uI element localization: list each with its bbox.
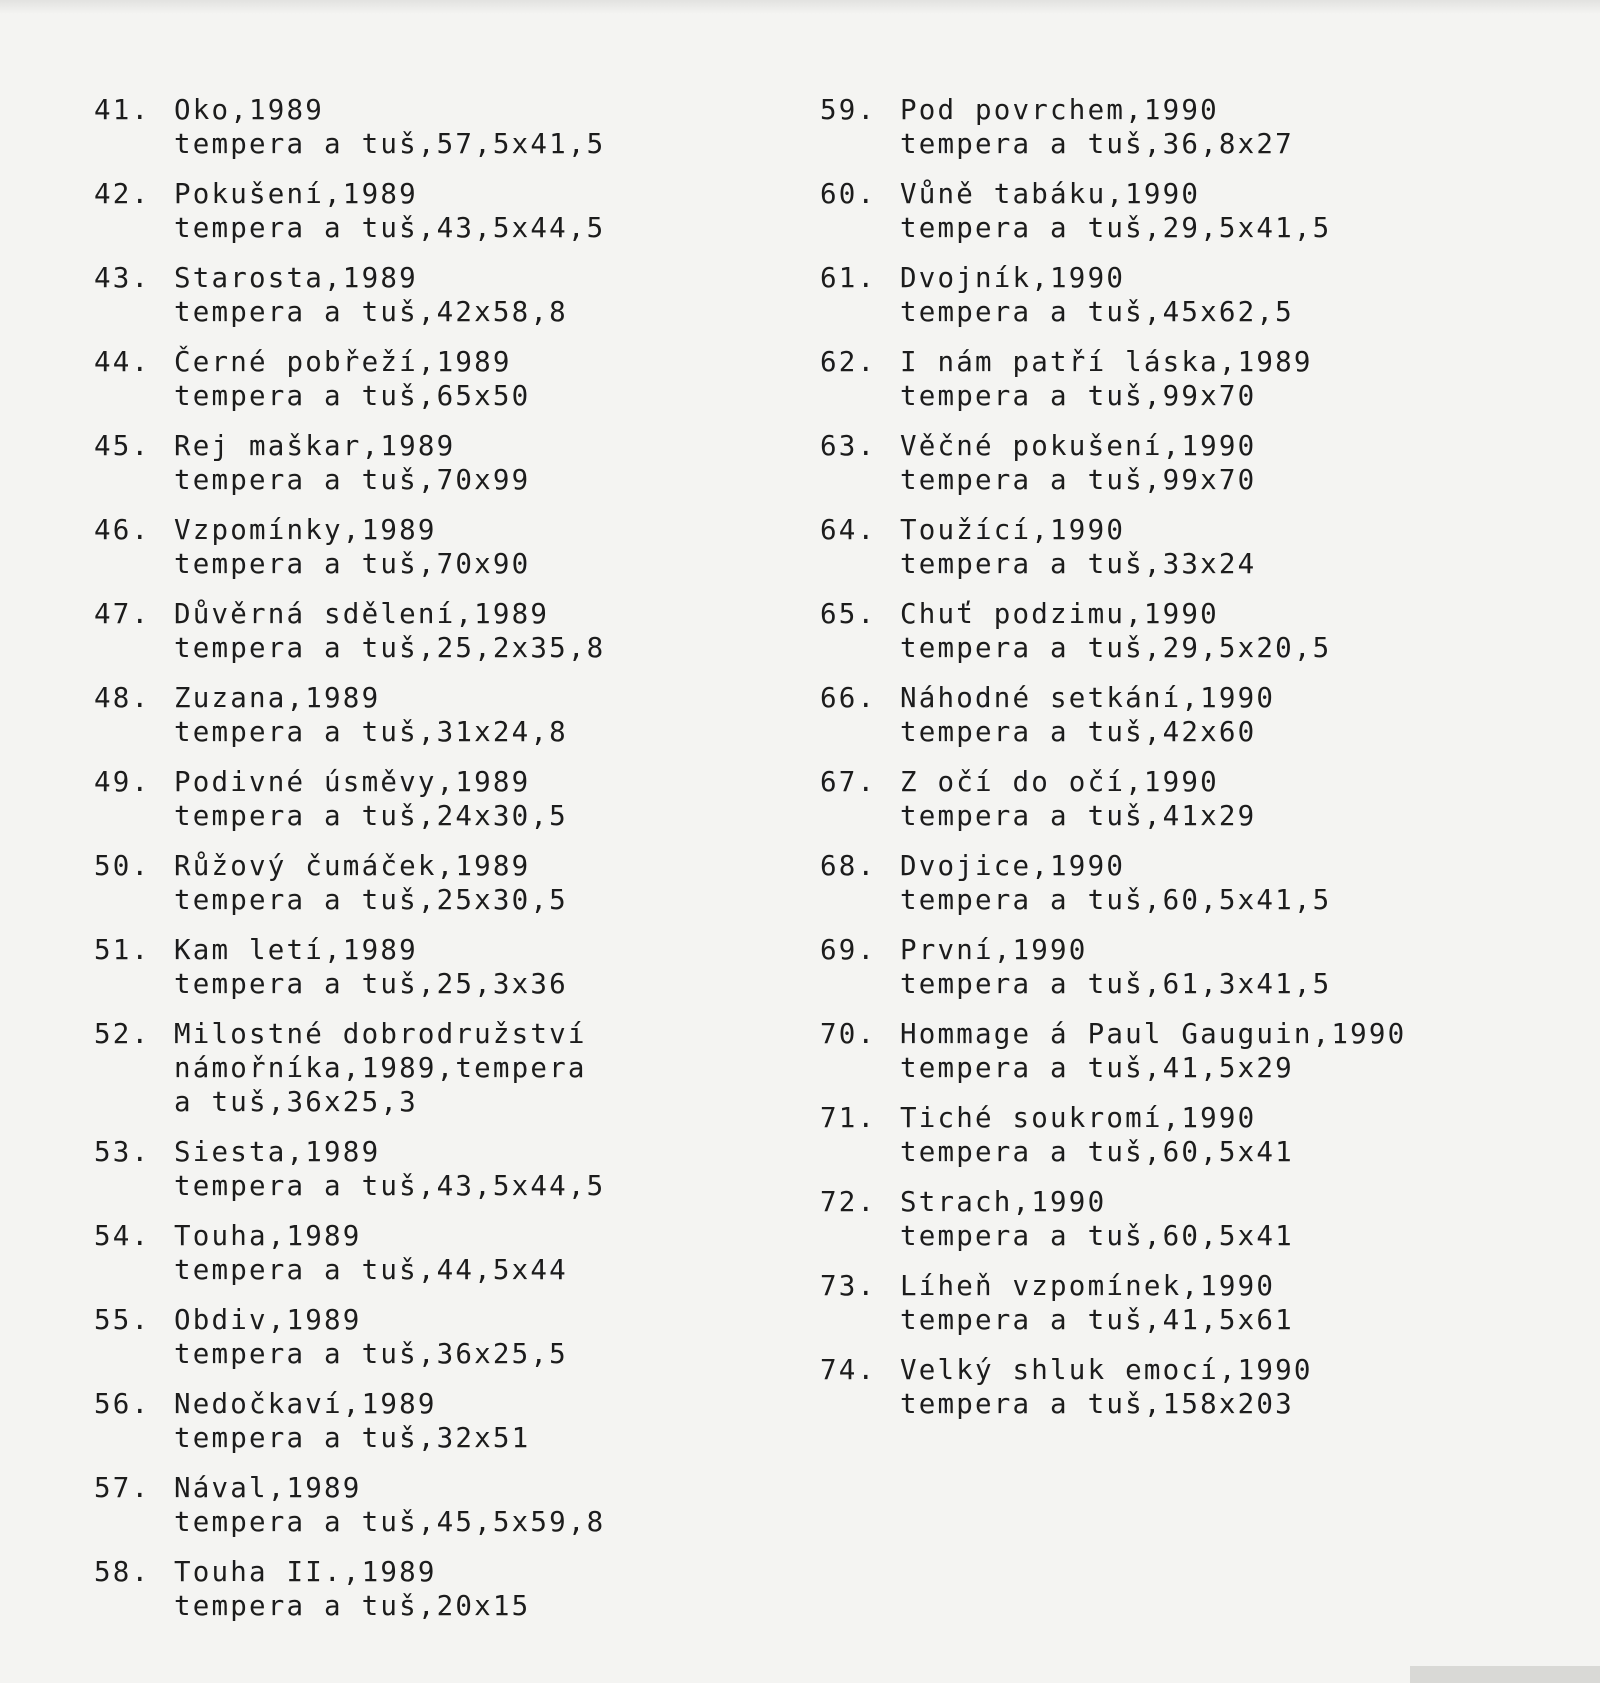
item-detail: tempera a tuš,158x203 [900,1388,1294,1420]
list-item [820,933,1560,1001]
item-number: 61. [820,262,877,294]
item-title: Líheň vzpomínek,1990 [900,1270,1276,1302]
item-number: 74. [820,1354,877,1386]
item-title: Siesta,1989 [174,1136,381,1168]
item-description [174,1135,794,1203]
item-description [174,177,794,245]
item-description [174,597,794,665]
item-detail: tempera a tuš,32x51 [174,1422,531,1454]
item-detail: tempera a tuš,43,5x44,5 [174,1170,606,1202]
item-number: 64. [820,514,877,546]
list-item [94,177,794,245]
item-detail: tempera a tuš,99x70 [900,380,1257,412]
item-number: 70. [820,1018,877,1050]
item-number: 72. [820,1186,877,1218]
item-detail: tempera a tuš,25,2x35,8 [174,632,606,664]
item-number: 51. [94,934,151,966]
item-description [900,345,1560,413]
item-description [174,261,794,329]
list-item [94,765,794,833]
list-item [820,177,1560,245]
item-detail: a tuš,36x25,3 [174,1086,418,1118]
list-item [820,345,1560,413]
item-title: Tiché soukromí,1990 [900,1102,1257,1134]
item-detail: tempera a tuš,60,5x41 [900,1220,1294,1252]
list-item [94,1135,794,1203]
item-description [174,513,794,581]
item-detail: tempera a tuš,24x30,5 [174,800,568,832]
item-title: Oko,1989 [174,94,325,126]
item-title: Dvojice,1990 [900,850,1126,882]
item-number: 47. [94,598,151,630]
item-detail: tempera a tuš,20x15 [174,1590,531,1622]
list-item [94,849,794,917]
item-description [174,933,794,1001]
list-item [820,681,1560,749]
item-title: Dvojník,1990 [900,262,1126,294]
item-number: 68. [820,850,877,882]
item-description [900,261,1560,329]
item-number: 59. [820,94,877,126]
item-title: Věčné pokušení,1990 [900,430,1257,462]
item-detail: tempera a tuš,45,5x59,8 [174,1506,606,1538]
list-item [94,597,794,665]
item-number: 58. [94,1556,151,1588]
item-detail: tempera a tuš,44,5x44 [174,1254,568,1286]
item-title: Z očí do očí,1990 [900,766,1219,798]
item-title: Pod povrchem,1990 [900,94,1219,126]
list-item [94,1219,794,1287]
item-detail: námořníka,1989,tempera [174,1052,587,1084]
list-item [94,261,794,329]
item-description [174,429,794,497]
item-detail: tempera a tuš,31x24,8 [174,716,568,748]
item-detail: tempera a tuš,60,5x41,5 [900,884,1332,916]
artwork-list-right [820,93,1560,1437]
list-item [94,429,794,497]
item-description [900,1101,1560,1169]
list-item [820,1269,1560,1337]
item-title: Růžový čumáček,1989 [174,850,531,882]
item-number: 44. [94,346,151,378]
item-description [174,345,794,413]
list-item [820,849,1560,917]
item-description [174,681,794,749]
item-title: Starosta,1989 [174,262,418,294]
item-number: 57. [94,1472,151,1504]
item-description [900,849,1560,917]
item-detail: tempera a tuš,29,5x41,5 [900,212,1332,244]
item-detail: tempera a tuš,41,5x29 [900,1052,1294,1084]
item-number: 54. [94,1220,151,1252]
list-item [94,1017,794,1119]
list-item [94,93,794,161]
item-description [900,681,1560,749]
item-detail: tempera a tuš,41x29 [900,800,1257,832]
scan-top-edge [0,0,1600,14]
item-title: Milostné dobrodružství [174,1018,587,1050]
item-description [174,93,794,161]
item-description [900,765,1560,833]
item-number: 48. [94,682,151,714]
item-detail: tempera a tuš,36,8x27 [900,128,1294,160]
item-title: Hommage á Paul Gauguin,1990 [900,1018,1407,1050]
item-detail: tempera a tuš,57,5x41,5 [174,128,606,160]
item-title: Toužící,1990 [900,514,1126,546]
item-title: I nám patří láska,1989 [900,346,1313,378]
item-title: Černé pobřeží,1989 [174,346,512,378]
list-item [94,345,794,413]
item-title: Zuzana,1989 [174,682,381,714]
item-title: Touha,1989 [174,1220,362,1252]
item-number: 45. [94,430,151,462]
item-description [900,933,1560,1001]
item-title: Kam letí,1989 [174,934,418,966]
item-number: 66. [820,682,877,714]
item-detail: tempera a tuš,61,3x41,5 [900,968,1332,1000]
list-item [820,1185,1560,1253]
item-title: Strach,1990 [900,1186,1107,1218]
item-number: 43. [94,262,151,294]
item-number: 73. [820,1270,877,1302]
item-description [900,429,1560,497]
item-description [174,1555,794,1623]
item-detail: tempera a tuš,33x24 [900,548,1257,580]
scan-bottom-edge [1410,1666,1600,1683]
item-number: 65. [820,598,877,630]
item-number: 50. [94,850,151,882]
list-item [820,1017,1560,1085]
item-detail: tempera a tuš,99x70 [900,464,1257,496]
item-detail: tempera a tuš,70x90 [174,548,531,580]
list-item [94,513,794,581]
item-number: 60. [820,178,877,210]
item-detail: tempera a tuš,42x60 [900,716,1257,748]
list-item [94,1387,794,1455]
item-number: 46. [94,514,151,546]
item-description [900,1017,1560,1085]
item-description [900,1269,1560,1337]
list-item [820,93,1560,161]
list-item [94,1555,794,1623]
item-title: První,1990 [900,934,1088,966]
item-number: 56. [94,1388,151,1420]
item-number: 55. [94,1304,151,1336]
item-title: Pokušení,1989 [174,178,418,210]
item-title: Nával,1989 [174,1472,362,1504]
item-detail: tempera a tuš,36x25,5 [174,1338,568,1370]
list-item [820,513,1560,581]
item-title: Vůně tabáku,1990 [900,178,1201,210]
list-item [820,1353,1560,1421]
item-detail: tempera a tuš,25,3x36 [174,968,568,1000]
list-item [94,1303,794,1371]
item-description [900,513,1560,581]
item-detail: tempera a tuš,25x30,5 [174,884,568,916]
list-item [820,429,1560,497]
item-description [174,1387,794,1455]
item-detail: tempera a tuš,60,5x41 [900,1136,1294,1168]
item-description [900,93,1560,161]
item-number: 53. [94,1136,151,1168]
item-title: Důvěrná sdělení,1989 [174,598,550,630]
item-number: 42. [94,178,151,210]
list-item [820,765,1560,833]
item-number: 67. [820,766,877,798]
item-number: 69. [820,934,877,966]
item-description [900,1353,1560,1421]
item-title: Podivné úsměvy,1989 [174,766,531,798]
item-description [900,177,1560,245]
item-number: 63. [820,430,877,462]
item-detail: tempera a tuš,42x58,8 [174,296,568,328]
item-description [174,1219,794,1287]
item-description [174,1303,794,1371]
item-description [900,597,1560,665]
item-detail: tempera a tuš,43,5x44,5 [174,212,606,244]
item-title: Vzpomínky,1989 [174,514,437,546]
item-description [174,1471,794,1539]
item-detail: tempera a tuš,41,5x61 [900,1304,1294,1336]
item-title: Rej maškar,1989 [174,430,456,462]
item-title: Chuť podzimu,1990 [900,598,1219,630]
item-detail: tempera a tuš,65x50 [174,380,531,412]
item-number: 71. [820,1102,877,1134]
item-number: 52. [94,1018,151,1050]
item-description [174,1017,794,1119]
item-title: Náhodné setkání,1990 [900,682,1276,714]
item-title: Touha II.,1989 [174,1556,437,1588]
item-number: 62. [820,346,877,378]
item-description [900,1185,1560,1253]
item-detail: tempera a tuš,29,5x20,5 [900,632,1332,664]
list-item [820,261,1560,329]
item-number: 41. [94,94,151,126]
list-item [94,933,794,1001]
item-detail: tempera a tuš,70x99 [174,464,531,496]
artwork-list-left [94,93,794,1639]
list-item [820,597,1560,665]
item-description [174,765,794,833]
list-item [94,681,794,749]
item-number: 49. [94,766,151,798]
item-detail: tempera a tuš,45x62,5 [900,296,1294,328]
item-description [174,849,794,917]
list-item [94,1471,794,1539]
list-item [820,1101,1560,1169]
item-title: Nedočkaví,1989 [174,1388,437,1420]
item-title: Obdiv,1989 [174,1304,362,1336]
item-title: Velký shluk emocí,1990 [900,1354,1313,1386]
